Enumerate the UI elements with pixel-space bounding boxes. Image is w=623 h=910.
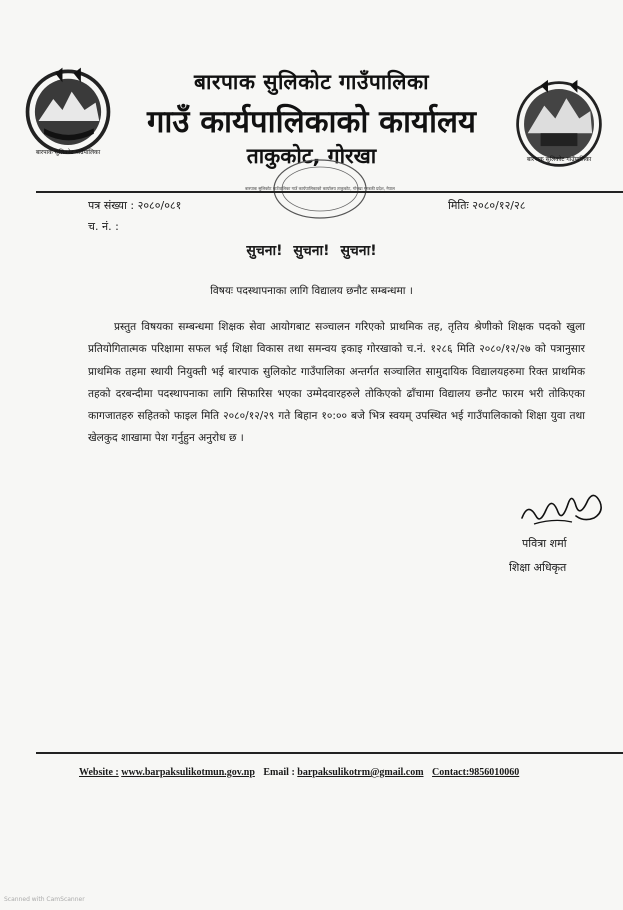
handwritten-signature-icon [514,488,614,532]
svg-text:बारपाक सुलिकोट गाउँपालिका: बारपाक सुलिकोट गाउँपालिका [35,149,101,157]
signer-name: पवित्रा शर्मा [522,537,567,550]
notice-body: प्रस्तुत विषयका सम्बन्धमा शिक्षक सेवा आयोगबाट सञ्चालन गरिएको प्राथमिक तह, तृतिय श्रेणीको शिक्षक पदको खुला प्रतियोगितात्मक परिक्षामा सफल भई शिक्षा विकास तथा समन्वय इकाइ गोरखाको च.नं. १२८६ मिति २०८०/१२/२७ को पत्रानुसार प्राथमिक तहमा स्थायी नियुक्ती भई बारपाक सुलिकोट गाउँपालिका अन्तर्गत सञ्चालित सामुदायिक विद्यालयहरुमा रिक्त प्राथमिक तहको दरबन्दीमा पदस्थापनाका लागि सिफारिस भएका उम्मेदवारहरुले तोकिएको ढाँचामा विद्यालय छनौट फारम भरी तोकिएका कागजातहरु सहितको फाइल मिति २०८०/१२/२९ गते बिहान १०:०० बजे भित्र स्वयम् उपस्थित भई गाउँपालिकाको शिक्षा युवा तथा खेलकुद शाखामा पेश गर्नुहुन अनुरोध छ । [88,321,585,445]
footer-divider [36,752,623,754]
scanner-watermark: Scanned with CamScanner [4,896,85,903]
office-stamp-icon [245,158,395,220]
footer-contact [79,767,549,778]
svg-text:बारपाक सुलिकोट गाउँपालिका गाउँ: बारपाक सुलिकोट गाउँपालिका गाउँ कार्यपालिकाको कार्यालय ताकुकोट, गोरखा गण्डकी प्रदेश, नेपाल [245,186,395,191]
org-name: बारपाक सुलिकोट गाउँपालिका [193,70,430,94]
website-link[interactable]: www.barpaksulikotmun.gov.np [121,767,255,778]
header-divider [36,191,623,193]
notice-heading: सुचना! सुचना! सुचना! [246,243,377,259]
dispatch-number: च. नं. : [88,220,119,233]
contact-number: Contact:9856010060 [432,767,520,778]
signer-title: शिक्षा अधिकृत [509,561,567,574]
subject-line: विषयः पदस्थापनाका लागि विद्यालय छनौट सम्बन्धमा । [210,285,413,297]
office-address: ताकुकोट, गोरखा [246,144,377,168]
office-name: गाउँ कार्यपालिकाको कार्यालय [146,104,477,140]
website-label: Website : [79,767,119,778]
email-link[interactable]: barpaksulikotrm@gmail.com [297,767,424,778]
letter-date: मितिः २०८०/१२/२८ [448,199,526,212]
email-label: Email : [263,767,295,778]
svg-text:बारपाक सुलिकोट गाउँपालिका: बारपाक सुलिकोट गाउँपालिका [526,155,592,163]
reference-number: पत्र संख्या : २०८०/०८१ [88,199,182,212]
